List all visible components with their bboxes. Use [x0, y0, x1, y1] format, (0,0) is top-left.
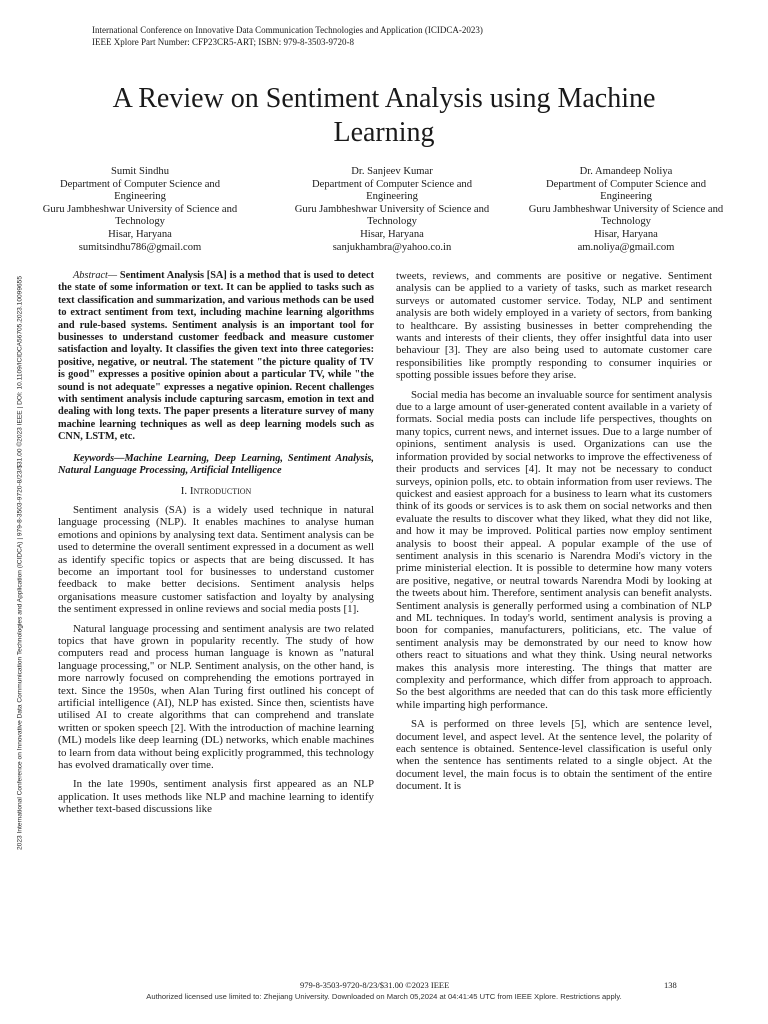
author-city: Hisar, Haryana: [360, 228, 424, 240]
section-title: Introduction: [189, 484, 252, 497]
author-department: Department of Computer Science and Engineering: [311, 178, 473, 203]
paper-title: A Review on Sentiment Analysis using Machine Learning: [112, 83, 656, 148]
author-city: Hisar, Haryana: [594, 228, 658, 240]
doi-side-text: 2023 International Conference on Innovative Data Communication Technologies and Application (ICIDCA) | 979-8-3503-9720-8/23/$31.00 ©2023 IEEE | DOI: 10.1109/ICIDCA56705.2023.10099655: [16, 275, 24, 851]
footer-isbn: 979-8-3503-9720-8/23/$31.00 ©2023 IEEE: [300, 980, 450, 990]
doi-side-strip: [14, 178, 26, 948]
conference-header: [92, 24, 483, 48]
section-heading-introduction: [58, 485, 374, 497]
author-name: Dr. Sanjeev Kumar: [351, 166, 433, 177]
author-2: [292, 166, 492, 254]
author-name: Dr. Amandeep Noliya: [579, 166, 673, 177]
body-paragraph: Sentiment analysis (SA) is a widely used technique in natural language processing (NLP). It enables machines to analyse human emotions and opinions by analysing text data. Sentiment analysis can be used to determine the overall sentiment expressed in a document as well as identify specific topics or aspects that are being discussed. It has become an important tool for businesses to understand customer feedback to make better decisions. Sentiment analysis helps organisations measure customer satisfaction and loyalty by analysing the sentiment expressed in online reviews and social media posts [1].: [58, 503, 374, 616]
ieee-part-number: IEEE Xplore Part Number: CFP23CR5-ART; ISBN: 979-8-3503-9720-8: [92, 37, 354, 47]
abstract: [58, 270, 374, 444]
body-paragraph: tweets, reviews, and comments are positive or negative. Sentiment analysis can be applied to a variety of tasks, such as market research surveys or automated customer service. Today, NLP and sentiment analysis are both widely employed in a variety of sectors, from banking to healthcare. By assisting businesses in better comprehending the wants and interests of their clients, they offer insightful data into user behaviour [3]. They are also being used to automate customer care responsibilities like promptly responding to consumer inquiries or spotting possible issues before they arise.: [396, 270, 712, 382]
keywords: [58, 453, 374, 478]
section-number: I.: [180, 484, 188, 497]
author-3: [526, 166, 726, 254]
body-paragraph: In the late 1990s, sentiment analysis first appeared as an NLP application. It uses methods like NLP and machine learning to identify whether text-based discussions like: [58, 778, 374, 816]
author-department: Department of Computer Science and Engineering: [59, 178, 221, 203]
author-university: Guru Jambheshwar University of Science and Technology: [528, 203, 724, 228]
abstract-lead: Abstract—: [73, 270, 118, 281]
author-1: [40, 166, 240, 254]
conference-name: International Conference on Innovative Data Communication Technologies and Application (ICIDCA-2023): [92, 25, 483, 35]
left-column: [58, 270, 374, 823]
author-university: Guru Jambheshwar University of Science and Technology: [294, 203, 490, 228]
body-paragraph: SA is performed on three levels [5], which are sentence level, document level, and aspect level. At the sentence level, the polarity of each sentence is obtained. Sentence-level classification is useful only when the sentence has sentiments related to a single object. At the document level, the main focus is to obtain the sentiment of the entire document. It is: [396, 718, 712, 793]
license-notice: Authorized licensed use limited to: Zhejiang University. Downloaded on March 05,2024 at 04:41:45 UTC from IEEE Xplore. Restrictions apply.: [146, 992, 622, 1001]
right-column: [396, 270, 712, 800]
keywords-lead: Keywords—: [73, 452, 125, 464]
keywords-text: Machine Learning, Deep Learning, Sentiment Analysis, Natural Language Processing, Artificial Intelligence: [58, 452, 374, 477]
author-email[interactable]: sanjukhambra@yahoo.co.in: [332, 241, 452, 253]
body-paragraph: Natural language processing and sentiment analysis are two related topics that have grown in popularity recently. The study of how computers read and process human language is known as "natural language processing," or NLP. Sentiment analysis, on the other hand, is more narrowly focused on comprehending the emotions portrayed in text. Since the 1950s, when Alan Turing first outlined his concept of artificial intelligence (AI), NLP has existed. Since then, scientists have utilised AI to create algorithms that can comprehend and translate written or spoken speech [2]. With the introduction of machine learning (ML) models like deep learning (DL) networks, which enable machines to learn from data without being explicitly programmed, this technology has evolved dramatically over time.: [58, 622, 374, 772]
author-email[interactable]: am.noliya@gmail.com: [577, 241, 675, 253]
body-paragraph: Social media has become an invaluable source for sentiment analysis due to a large amount of user-generated content available in a variety of formats. Social media posts can include life perspectives, thoughts on many topics, current news, and internet issues. Due to a large number of opinions, sentiment analysis is used. Organizations can use the information provided by social networks to improve the effectiveness of their products and services [4]. It may not be necessary to conduct surveys, opinion polls, etc. to obtain information from user reviews. The quickest and easiest approach for a business to learn what its customers think of its goods or services is to ask them on social networks and then evaluate the results to discover what they liked, what they did not like, and how it may be improved. Political parties now employ sentiment analysis to boost their appeal. A popular example of the use of sentiment analysis in this scenario is Narendra Modi's victory in the prime ministerial election. It is possible to determine how many voters are positive, negative, or neutral towards Narendra Modi by looking at the tweets about him. Therefore, sentiment analysis can benefit analysts. Sentiment analysis is generally performed using a combination of NLP and ML techniques. In today's world, sentiment analysis is proving a boon for companies, manufacturers, politicians, etc. The value of sentiment analysis may be demonstrated by our need to know how others react to situations and what they think. Using neural networks makes this analysis more interesting. The things that matter are complexity and performance, which differ from approach to approach. So the best algorithms are needed that can do this task more efficiently while imparting high performance.: [396, 388, 712, 711]
author-university: Guru Jambheshwar University of Science and Technology: [42, 203, 238, 228]
author-department: Department of Computer Science and Engineering: [545, 178, 707, 203]
abstract-text: Sentiment Analysis [SA] is a method that is used to detect the state of some information or text. It can be applied to tasks such as text classification and summarization, and various methods can be used to extract sentiment from text, including machine learning algorithms and rule-based systems. Sentiment analysis is an important tool for businesses to understand customer feedback and measure customer satisfaction and loyalty. It classifies the given text into three categories: positive, negative, or neutral. The statement "the picture quality of TV is good" expresses a positive opinion about a particular TV, while "the sound is not adequate" expresses a negative opinion. Recent challenges with sentiment analysis include capturing sarcasm, emotion in text and dealing with long texts. The paper presents a literature survey of many machine learning techniques as well as deep learning models such as CNN, LSTM, etc.: [58, 270, 374, 443]
author-city: Hisar, Haryana: [108, 228, 172, 240]
author-email[interactable]: sumitsindhu786@gmail.com: [78, 241, 202, 253]
page-number: 138: [664, 980, 677, 990]
author-name: Sumit Sindhu: [111, 166, 169, 177]
